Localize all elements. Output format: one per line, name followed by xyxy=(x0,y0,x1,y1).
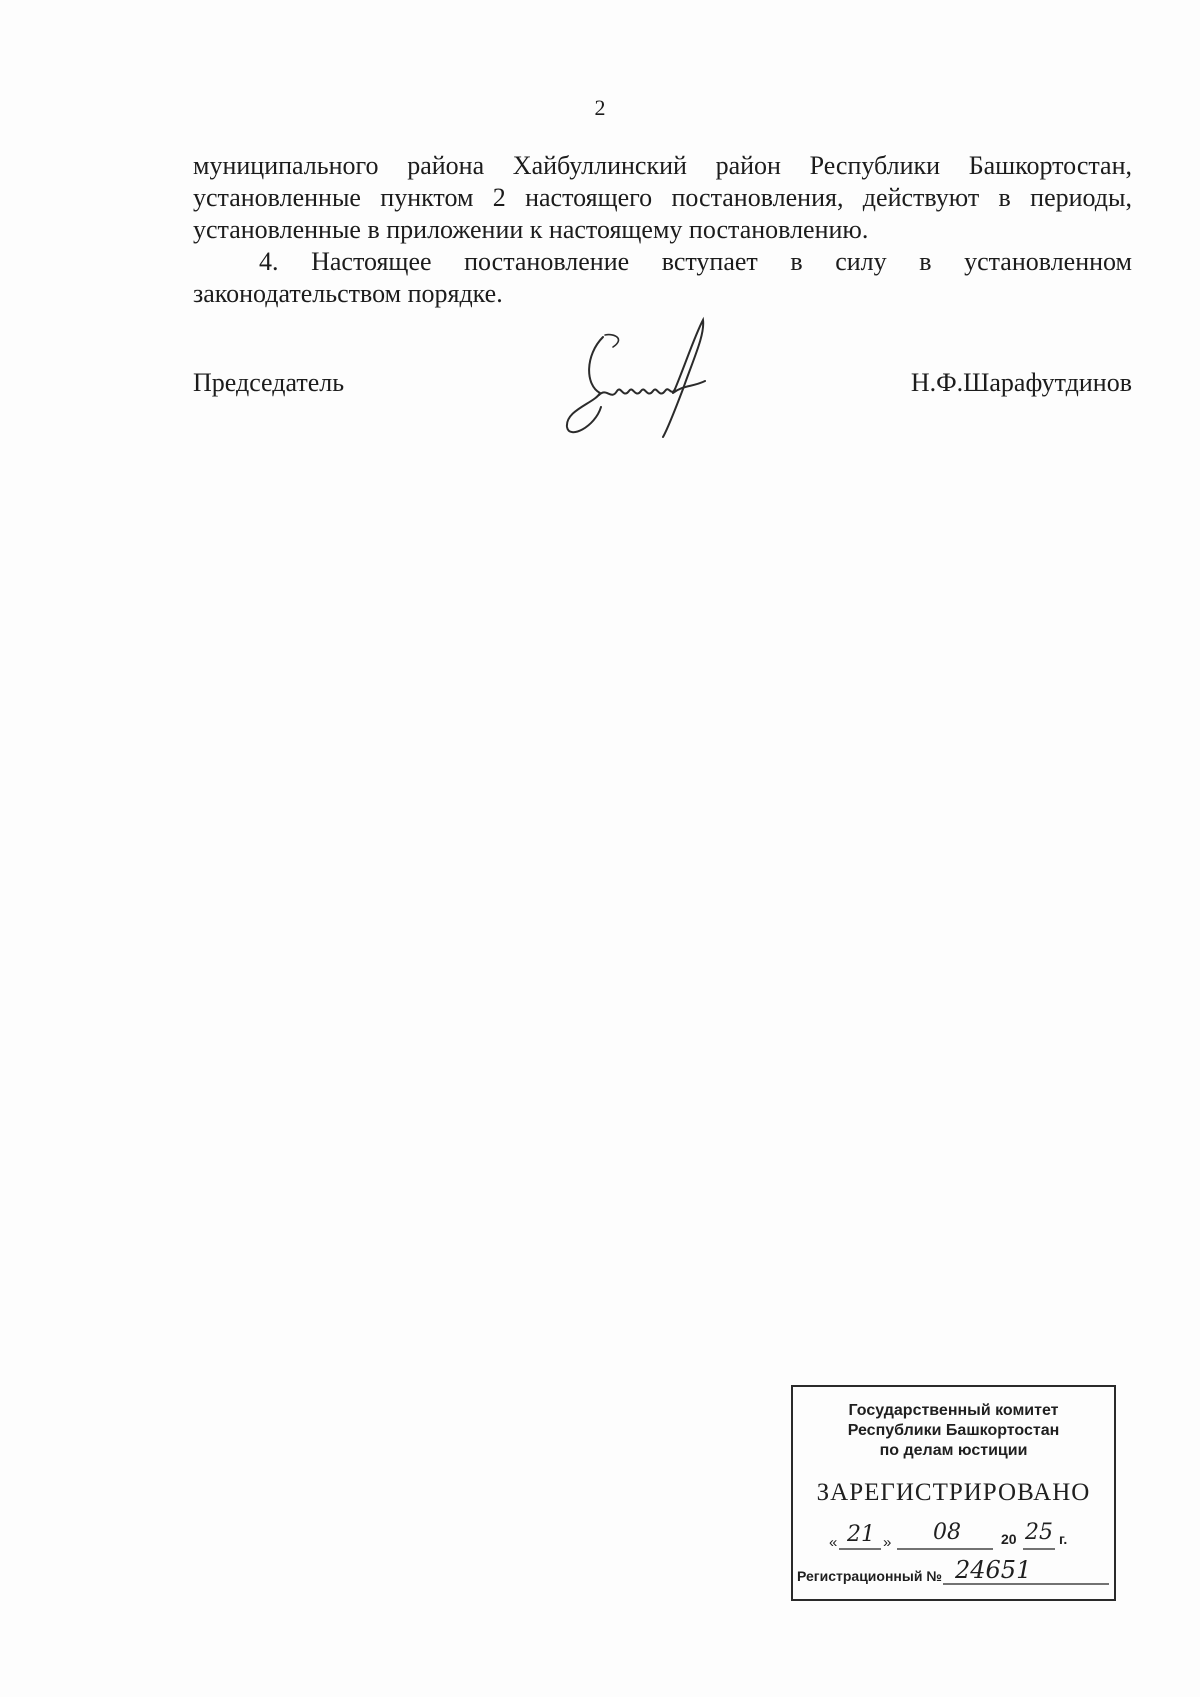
stamp-org-line-3: по делам юстиции xyxy=(879,1442,1028,1459)
paragraph-continuation-line-1: муниципального района Хайбуллинский район Республики Башкортостан, xyxy=(193,151,1132,180)
body-text xyxy=(193,150,1132,310)
paragraph-4-line-1: 4. Настоящее постановление вступает в силу в установленном xyxy=(259,247,1132,276)
svg-text:»: » xyxy=(883,1534,892,1551)
handwritten-signature xyxy=(555,315,725,445)
stamp-status: ЗАРЕГИСТРИРОВАНО xyxy=(816,1479,1091,1506)
stamp-date-day: 21 xyxy=(847,1522,875,1547)
page-number: 2 xyxy=(594,95,606,120)
stamp-date xyxy=(829,1520,1109,1558)
stamp-registration-number: 24651 xyxy=(955,1556,1032,1584)
stamp-date-month: 08 xyxy=(933,1520,961,1545)
stamp-date-year-suffix: 25 xyxy=(1025,1520,1053,1545)
paragraph-continuation-line-2: установленные пунктом 2 настоящего постановления, действуют в периоды, xyxy=(193,183,1132,212)
svg-text:«: « xyxy=(829,1534,838,1551)
signatory-title: Председатель xyxy=(193,368,345,397)
registration-stamp xyxy=(791,1385,1116,1601)
stamp-date-year-unit: г. xyxy=(1059,1531,1068,1547)
stamp-org-line-2: Республики Башкортостан xyxy=(847,1422,1060,1439)
stamp-registration xyxy=(797,1556,1115,1598)
stamp-registration-label: Регистрационный № xyxy=(797,1568,942,1584)
stamp-org-line-1: Государственный комитет xyxy=(848,1402,1059,1419)
stamp-date-year-prefix: 20 xyxy=(1001,1531,1017,1547)
paragraph-continuation-line-3: установленные в приложении к настоящему постановлению. xyxy=(193,215,869,244)
paragraph-4-line-2: законодательством порядке. xyxy=(193,279,503,308)
signatory-name: Н.Ф.Шарафутдинов xyxy=(910,368,1132,397)
